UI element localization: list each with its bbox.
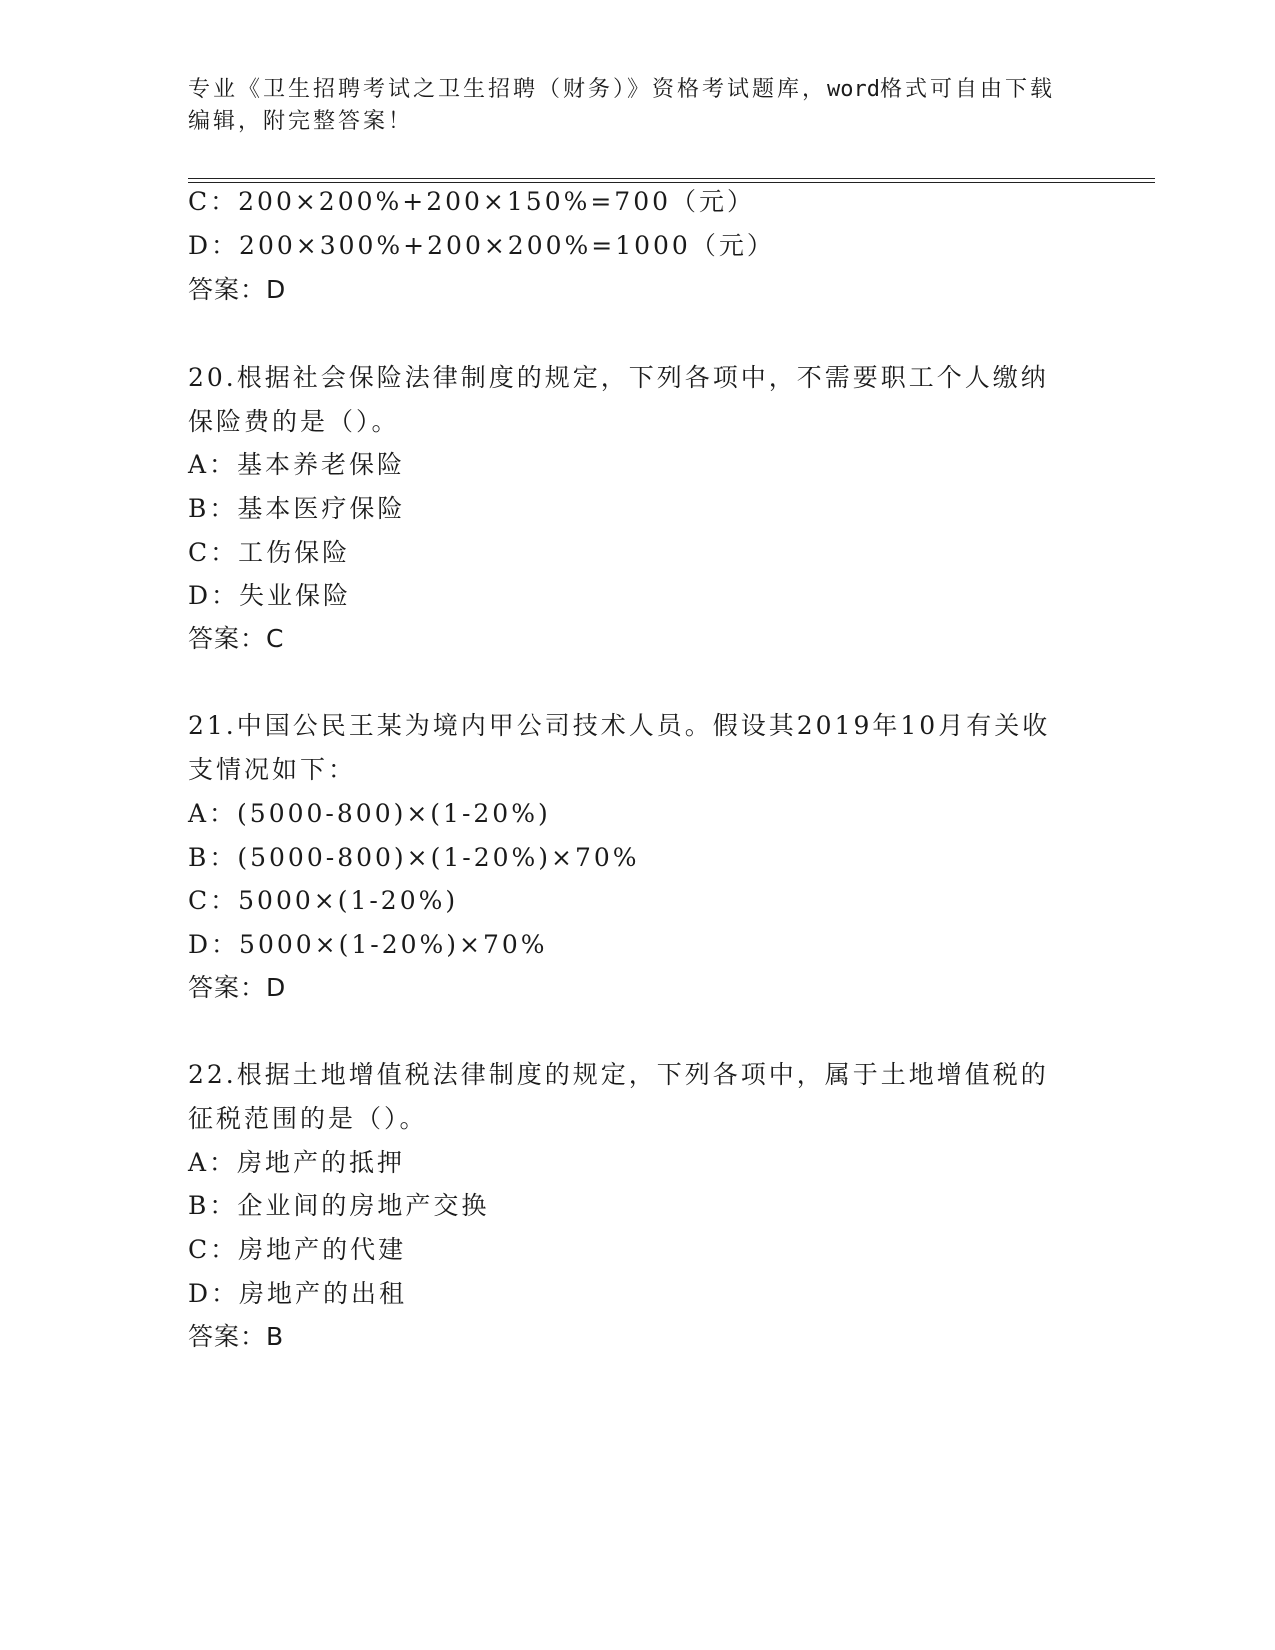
header-text: 专业《卫生招聘考试之卫生招聘（财务）》资格考试题库， xyxy=(188,77,828,102)
q21-stem-line-1: 21.中国公民王某为境内甲公司技术人员。假设其2019年10月有关收 xyxy=(188,711,1051,740)
q19-option-d: D：200×300%+200×200%=1000（元） xyxy=(188,231,775,260)
q20-stem-line-2: 保险费的是（）。 xyxy=(188,407,400,436)
header-line-1 xyxy=(188,74,1088,106)
q22-option-a: A：房地产的抵押 xyxy=(188,1148,406,1177)
header-divider-bottom xyxy=(188,182,1155,183)
header-text-tail: 格式可自由下载 xyxy=(880,77,1056,102)
q22-answer: 答案：B xyxy=(188,1322,285,1351)
q20-option-a: A：基本养老保险 xyxy=(188,450,406,479)
q22-option-b: B：企业间的房地产交换 xyxy=(188,1191,490,1220)
q22-option-c: C：房地产的代建 xyxy=(188,1235,407,1264)
document-header xyxy=(188,74,1088,138)
q20-stem-line-1: 20.根据社会保险法律制度的规定，下列各项中，不需要职工个人缴纳 xyxy=(188,363,1049,392)
q21-answer: 答案：D xyxy=(188,973,287,1002)
header-line-2: 编辑，附完整答案！ xyxy=(188,109,414,134)
q22-stem-line-2: 征税范围的是（）。 xyxy=(188,1104,428,1133)
q19-answer: 答案：D xyxy=(188,275,287,304)
header-divider-top xyxy=(188,178,1155,179)
q20-option-d: D：失业保险 xyxy=(188,581,352,610)
q21-option-d: D：5000×(1-20%)×70% xyxy=(188,930,548,959)
q22-stem-line-1: 22.根据土地增值税法律制度的规定，下列各项中，属于土地增值税的 xyxy=(188,1060,1049,1089)
q21-option-b: B：(5000-800)×(1-20%)×70% xyxy=(188,843,640,872)
q22-option-d: D：房地产的出租 xyxy=(188,1279,408,1308)
q20-option-c: C：工伤保险 xyxy=(188,538,351,567)
q21-option-a: A：(5000-800)×(1-20%) xyxy=(188,799,551,828)
q19-option-c: C：200×200%+200×150%=700（元） xyxy=(188,187,756,216)
q20-option-b: B：基本医疗保险 xyxy=(188,494,406,523)
q20-answer: 答案：C xyxy=(188,624,285,653)
q21-stem-line-2: 支情况如下： xyxy=(188,755,357,784)
q21-option-c: C：5000×(1-20%) xyxy=(188,886,459,915)
header-word: word xyxy=(827,77,880,102)
